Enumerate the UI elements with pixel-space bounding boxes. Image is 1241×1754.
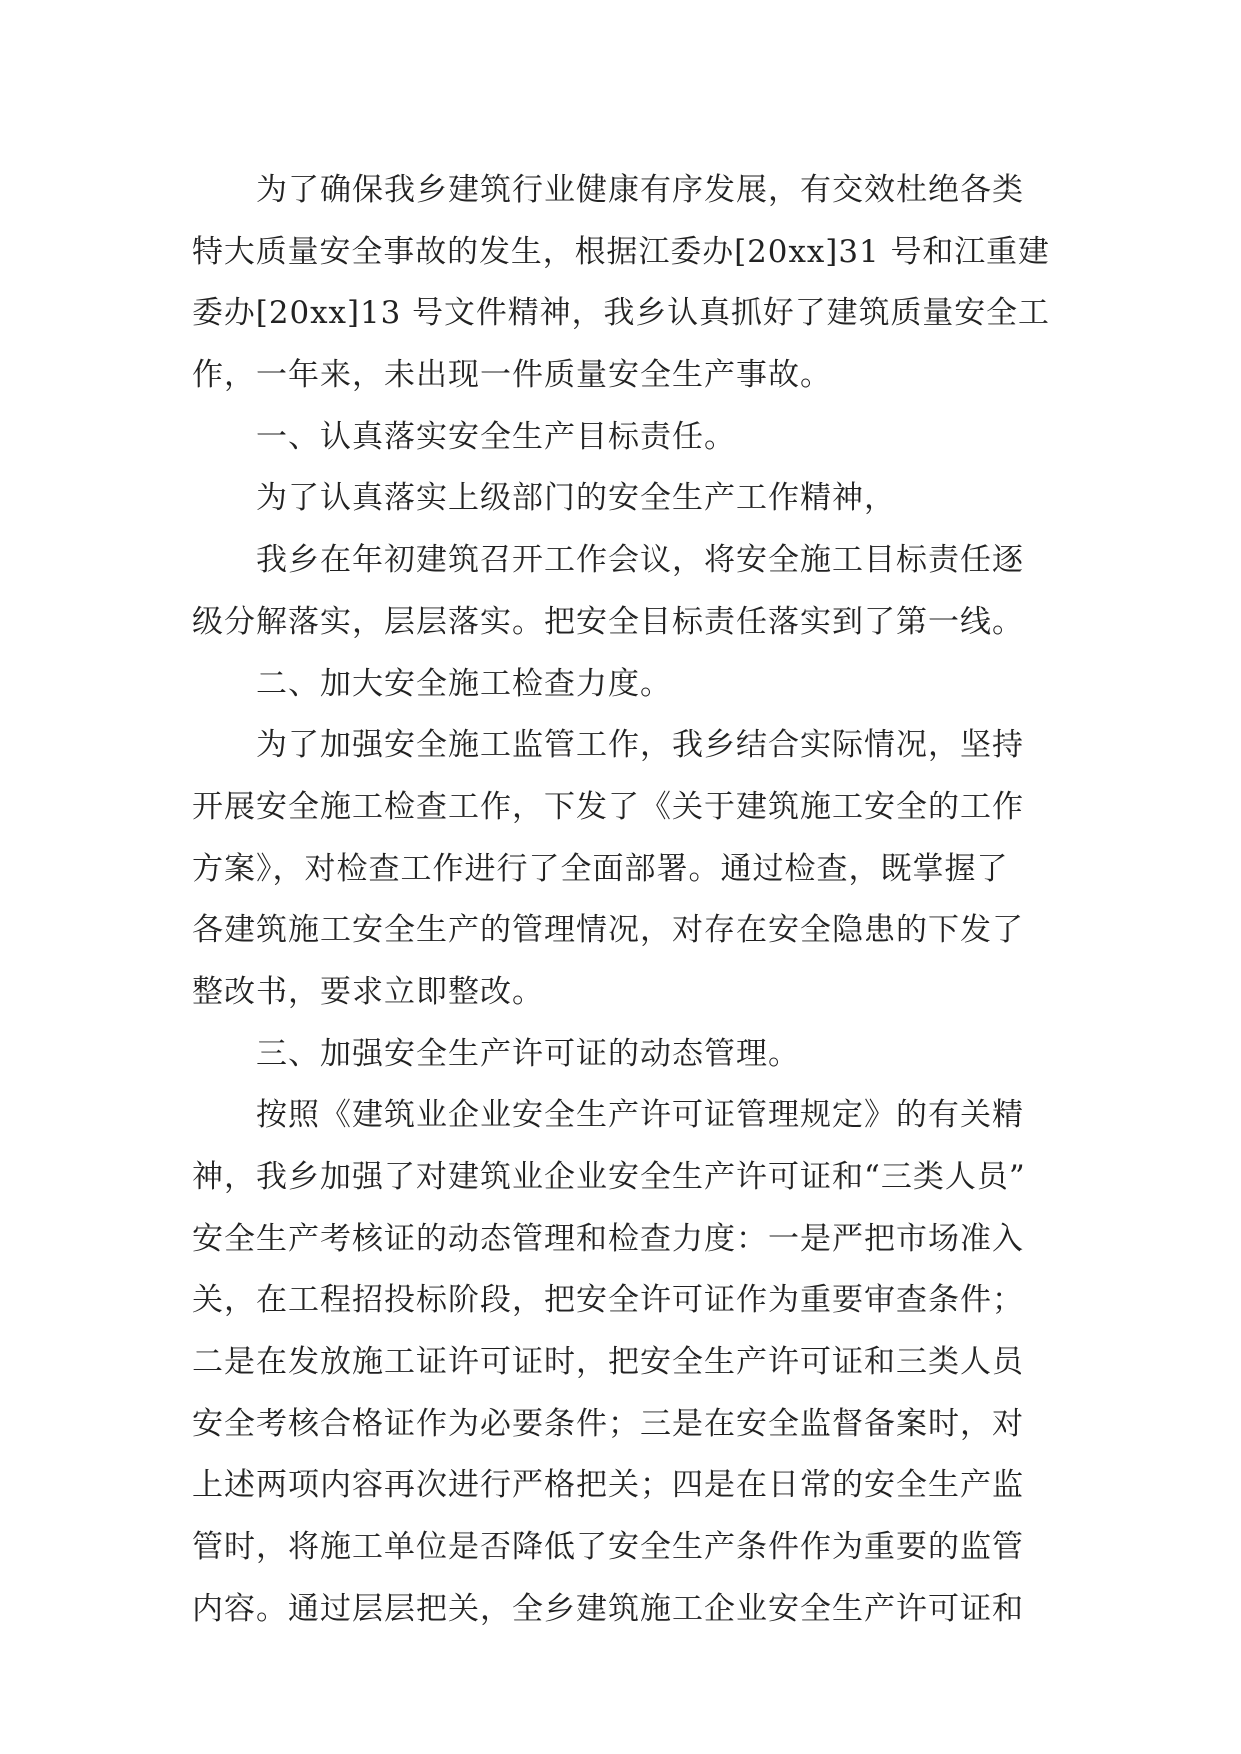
paragraph-line: 各建筑施工安全生产的管理情况，对存在安全隐患的下发了 bbox=[192, 912, 1024, 949]
paragraph-line: 安全生产考核证的动态管理和检查力度：一是严把市场准入 bbox=[192, 1220, 1024, 1257]
paragraph-start-line: 按照《建筑业企业安全生产许可证管理规定》的有关精 bbox=[256, 1097, 1024, 1134]
paragraph-start-line: 一、认真落实安全生产目标责任。 bbox=[256, 418, 736, 455]
paragraph-start-line: 三、加强安全生产许可证的动态管理。 bbox=[256, 1035, 800, 1072]
paragraph-line: 特大质量安全事故的发生，根据江委办[20xx]31 号和江重建 bbox=[192, 233, 1050, 270]
paragraph-line: 作，一年来，未出现一件质量安全生产事故。 bbox=[192, 357, 832, 394]
document-body bbox=[192, 160, 1050, 1641]
paragraph-line: 二是在发放施工证许可证时，把安全生产许可证和三类人员 bbox=[192, 1344, 1024, 1381]
paragraph-line: 整改书，要求立即整改。 bbox=[192, 973, 544, 1010]
paragraph-start-line: 为了确保我乡建筑行业健康有序发展，有交效杜绝各类 bbox=[256, 172, 1024, 208]
paragraph-line: 神，我乡加强了对建筑业企业安全生产许可证和“三类人员” bbox=[192, 1159, 1026, 1195]
paragraph-line: 开展安全施工检查工作，下发了《关于建筑施工安全的工作 bbox=[192, 788, 1024, 825]
paragraph-line: 级分解落实，层层落实。把安全目标责任落实到了第一线。 bbox=[192, 603, 1024, 640]
paragraph-start-line: 为了认真落实上级部门的安全生产工作精神， bbox=[256, 480, 896, 517]
paragraph-line: 安全考核合格证作为必要条件；三是在安全监督备案时，对 bbox=[192, 1405, 1024, 1442]
paragraph-line: 方案》，对检查工作进行了全面部署。通过检查，既掌握了 bbox=[192, 850, 1009, 887]
paragraph-start-line: 我乡在年初建筑召开工作会议，将安全施工目标责任逐 bbox=[256, 542, 1024, 579]
paragraph-line: 关，在工程招投标阶段，把安全许可证作为重要审查条件； bbox=[192, 1282, 1024, 1319]
paragraph-line: 上述两项内容再次进行严格把关；四是在日常的安全生产监 bbox=[192, 1467, 1024, 1504]
paragraph-line: 内容。通过层层把关，全乡建筑施工企业安全生产许可证和 bbox=[192, 1590, 1024, 1627]
paragraph-start-line: 二、加大安全施工检查力度。 bbox=[256, 665, 672, 702]
paragraph-line: 管时，将施工单位是否降低了安全生产条件作为重要的监管 bbox=[192, 1529, 1024, 1566]
paragraph-start-line: 为了加强安全施工监管工作，我乡结合实际情况，坚持 bbox=[256, 727, 1024, 764]
paragraph-line: 委办[20xx]13 号文件精神，我乡认真抓好了建筑质量安全工 bbox=[192, 295, 1050, 332]
